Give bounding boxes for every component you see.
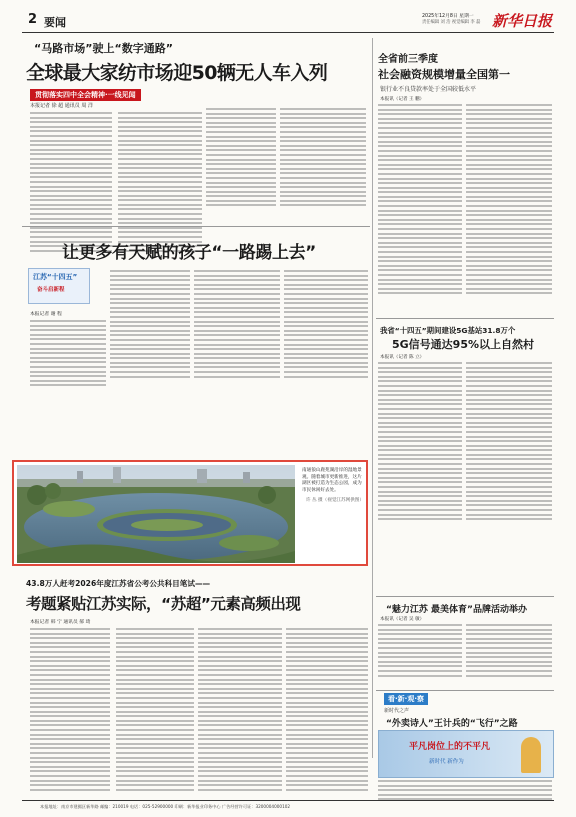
story3-text-col4 xyxy=(284,270,368,380)
story5-text-col2 xyxy=(466,624,552,679)
story6-text-col1 xyxy=(30,628,110,793)
editor-line: 责任编辑 刘 浩 视觉编辑 李 磊 xyxy=(422,20,481,25)
wetland-photo xyxy=(17,465,295,563)
story4-top-rule xyxy=(376,318,554,319)
featured-photo-frame[interactable] xyxy=(12,460,368,566)
footer-rule xyxy=(22,800,554,801)
story1-byline: 本报记者 徐 超 通讯员 周 洋 xyxy=(30,103,93,109)
story3-text-col2 xyxy=(110,270,190,380)
story5-byline: 本报讯（记者 吴 敏） xyxy=(380,617,425,622)
story4-text-col1 xyxy=(378,362,462,523)
photo-caption-text: 南通狼山鹿苑湖沿岸的湿地景观。随着城市更新推进，这片湖区被打造为生态公园，成为市民休闲好去处。 xyxy=(302,468,362,493)
story3-byline: 本报记者 谢 程 xyxy=(30,312,62,317)
story7-column-logo: 看·新·观·察 xyxy=(384,693,428,705)
story6-text-col4 xyxy=(286,628,368,793)
story1-kicker: “马路市场”驶上“数字通路” xyxy=(34,42,173,55)
story4-text-col2 xyxy=(466,362,552,523)
story5-headline: “魅力江苏 最美体育”品牌活动举办 xyxy=(386,605,527,615)
section-name: 要闻 xyxy=(44,16,66,29)
story1-headline: 全球最大家纺市场迎50辆无人车入列 xyxy=(26,62,328,84)
story3-badge-sub: 奋斗启新程 xyxy=(37,287,65,293)
story2-text-col2 xyxy=(466,104,552,297)
story6-headline: 考题紧贴江苏实际，“苏超”元素高频出现 xyxy=(26,595,301,613)
story2-byline: 本报讯（记者 王 鹏） xyxy=(380,97,425,102)
story7-photo-sub: 新时代 新作为 xyxy=(429,759,464,765)
story7-top-rule xyxy=(376,690,554,691)
story2-sub: 银行业不良贷款率处于全国较低水平 xyxy=(380,86,477,93)
photo-credit: 许 丛 摄（视觉江苏网供图） xyxy=(305,498,364,504)
story2-kicker: 全省前三季度 xyxy=(378,54,438,65)
story6-text-col2 xyxy=(116,628,194,793)
story3-headline: 让更多有天赋的孩子“一路踢上去” xyxy=(62,243,316,263)
story1-text-col3 xyxy=(206,108,276,209)
story5-top-rule xyxy=(376,596,554,597)
story6-text-col3 xyxy=(198,628,282,793)
story5-text-col1 xyxy=(378,624,462,679)
story7-photo-text: 平凡岗位上的不平凡 xyxy=(409,742,491,752)
story1-text-col2 xyxy=(118,112,202,254)
date-line: 2025年12月8日 星期一 xyxy=(422,14,474,19)
story3-text-col1 xyxy=(30,320,106,389)
person-figure-icon xyxy=(521,737,541,773)
footer-text: 本报地址：南京市建邺区新华路 邮编：210019 电话：025-52900000 印刷：新华报业印务中心 广告经营许可证：3200004000102 xyxy=(40,804,291,809)
story4-sub: 5G信号通达95%以上自然村 xyxy=(392,338,535,351)
story4-headline: 我省“十四五”期间建设5G基站31.8万个 xyxy=(380,326,516,335)
story7-column-sub: 新时代之声 xyxy=(384,708,410,714)
page-number: 2 xyxy=(28,12,38,27)
header-rule xyxy=(22,32,554,33)
story3-badge-title: 江苏“十四五” xyxy=(33,273,78,281)
page-header xyxy=(22,10,554,32)
story1-text-col1 xyxy=(30,112,112,254)
story3-top-rule xyxy=(22,226,370,227)
story1-text-col4 xyxy=(280,108,366,209)
story2-headline: 社会融资规模增量全国第一 xyxy=(378,68,510,81)
story3-text-col3 xyxy=(194,270,280,380)
story2-text-col1 xyxy=(378,104,462,297)
story7-headline: “外卖诗人”王计兵的“飞行”之路 xyxy=(386,719,518,729)
story3-badge xyxy=(28,268,90,304)
story6-kicker: 43.8万人赶考2026年度江苏省公考公共科目笔试—— xyxy=(26,579,211,588)
story6-byline: 本报记者 韩 宁 通讯员 郝 琦 xyxy=(30,620,91,625)
photo-caption xyxy=(302,468,364,505)
story1-badge: 贯彻落实四中全会精神·一线见闻 xyxy=(30,89,141,101)
story4-byline: 本报讯（记者 陈 立） xyxy=(380,355,425,360)
masthead-logo: 新华日报 xyxy=(492,12,553,30)
column-divider xyxy=(372,38,373,758)
story7-photo xyxy=(378,730,554,778)
